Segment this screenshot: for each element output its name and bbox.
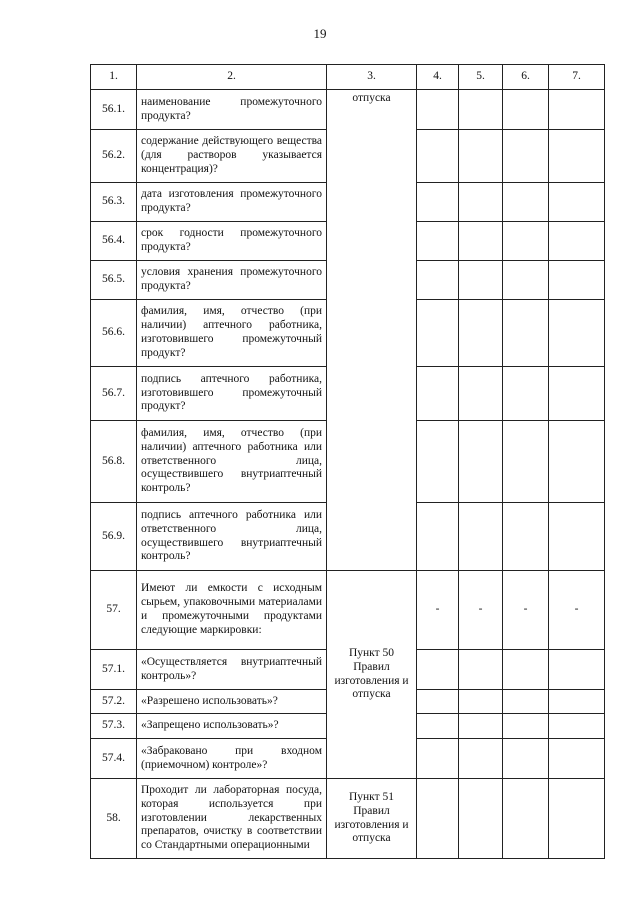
answer-cell	[549, 90, 605, 130]
row-number: 57.2.	[91, 690, 137, 714]
answer-cell	[417, 690, 459, 714]
answer-cell	[417, 300, 459, 367]
answer-cell	[503, 300, 549, 367]
row-number: 57.1.	[91, 650, 137, 690]
answer-cell	[417, 367, 459, 421]
row-number: 56.2.	[91, 130, 137, 183]
row-question: содержание действующего вещества (для растворов указывается концентрация)?	[137, 130, 327, 183]
answer-cell	[417, 779, 459, 859]
row-number: 56.8.	[91, 421, 137, 503]
row-norm-reference: отпуска	[327, 90, 417, 571]
answer-cell	[549, 503, 605, 571]
row-question: Проходит ли лабораторная посуда, которая используется при изготовлении лекарственных препаратов, очистку в соответствии со Стандартными операционными	[137, 779, 327, 859]
header-cell-question: 2.	[137, 65, 327, 90]
row-question: срок годности промежуточного продукта?	[137, 222, 327, 261]
answer-cell	[417, 183, 459, 222]
header-cell-na: 6.	[503, 65, 549, 90]
answer-cell	[417, 90, 459, 130]
answer-cell	[549, 367, 605, 421]
answer-cell	[549, 421, 605, 503]
dash-mark: -	[417, 571, 459, 650]
answer-cell	[503, 367, 549, 421]
dash-mark: -	[503, 571, 549, 650]
answer-cell	[417, 739, 459, 779]
row-question: фамилия, имя, отчество (при наличии) аптечного работника или ответственного лица, осуществившего внутриаптечный контроль?	[137, 421, 327, 503]
page-number: 19	[313, 26, 327, 41]
table-row	[91, 571, 605, 650]
answer-cell	[549, 183, 605, 222]
header-cell-num: 1.	[91, 65, 137, 90]
row-question: подпись аптечного работника, изготовившего промежуточный продукт?	[137, 367, 327, 421]
row-norm-reference: Пункт 51 Правил изготовления и отпуска	[327, 779, 417, 859]
answer-cell	[503, 650, 549, 690]
row-question: Имеют ли емкости с исходным сырьем, упаковочными материалами и промежуточными продуктами следующие маркировки:	[137, 571, 327, 650]
row-question: подпись аптечного работника или ответственного лица, осуществившего внутриаптечный контроль?	[137, 503, 327, 571]
row-number: 56.3.	[91, 183, 137, 222]
table-row	[91, 779, 605, 859]
header-cell-note: 7.	[549, 65, 605, 90]
row-number: 58.	[91, 779, 137, 859]
answer-cell	[459, 690, 503, 714]
answer-cell	[459, 650, 503, 690]
answer-cell	[549, 300, 605, 367]
answer-cell	[503, 130, 549, 183]
table-row	[91, 90, 605, 130]
answer-cell	[459, 90, 503, 130]
answer-cell	[549, 222, 605, 261]
checklist-table	[90, 64, 605, 859]
row-question: «Забраковано при входном (приемочном) контроле»?	[137, 739, 327, 779]
header-row	[91, 65, 605, 90]
row-question: «Запрещено использовать»?	[137, 714, 327, 739]
answer-cell	[459, 130, 503, 183]
answer-cell	[459, 779, 503, 859]
answer-cell	[549, 739, 605, 779]
answer-cell	[459, 503, 503, 571]
answer-cell	[549, 261, 605, 300]
answer-cell	[459, 367, 503, 421]
answer-cell	[549, 690, 605, 714]
answer-cell	[417, 714, 459, 739]
row-question: фамилия, имя, отчество (при наличии) аптечного работника, изготовившего промежуточный продукт?	[137, 300, 327, 367]
answer-cell	[549, 130, 605, 183]
row-number: 56.6.	[91, 300, 137, 367]
answer-cell	[503, 183, 549, 222]
row-number: 56.9.	[91, 503, 137, 571]
answer-cell	[417, 650, 459, 690]
header-cell-yes: 4.	[417, 65, 459, 90]
row-number: 57.	[91, 571, 137, 650]
header-cell-no: 5.	[459, 65, 503, 90]
answer-cell	[503, 503, 549, 571]
answer-cell	[549, 714, 605, 739]
row-norm-reference: Пункт 50 Правил изготовления и отпуска	[327, 571, 417, 779]
dash-mark: -	[459, 571, 503, 650]
answer-cell	[459, 300, 503, 367]
row-question: «Осуществляется внутриаптечный контроль»?	[137, 650, 327, 690]
answer-cell	[417, 261, 459, 300]
answer-cell	[503, 261, 549, 300]
answer-cell	[503, 779, 549, 859]
row-number: 57.3.	[91, 714, 137, 739]
row-number: 56.4.	[91, 222, 137, 261]
row-number: 56.1.	[91, 90, 137, 130]
header-cell-norm: 3.	[327, 65, 417, 90]
answer-cell	[503, 714, 549, 739]
row-question: «Разрешено использовать»?	[137, 690, 327, 714]
answer-cell	[549, 779, 605, 859]
answer-cell	[417, 130, 459, 183]
answer-cell	[503, 90, 549, 130]
answer-cell	[459, 222, 503, 261]
answer-cell	[503, 690, 549, 714]
row-number: 57.4.	[91, 739, 137, 779]
dash-mark: -	[549, 571, 605, 650]
answer-cell	[503, 222, 549, 261]
answer-cell	[459, 421, 503, 503]
answer-cell	[549, 650, 605, 690]
answer-cell	[417, 222, 459, 261]
answer-cell	[417, 421, 459, 503]
row-question: дата изготовления промежуточного продукта?	[137, 183, 327, 222]
answer-cell	[459, 183, 503, 222]
answer-cell	[503, 421, 549, 503]
answer-cell	[503, 739, 549, 779]
row-number: 56.5.	[91, 261, 137, 300]
answer-cell	[459, 261, 503, 300]
row-question: условия хранения промежуточного продукта?	[137, 261, 327, 300]
row-number: 56.7.	[91, 367, 137, 421]
answer-cell	[417, 503, 459, 571]
answer-cell	[459, 739, 503, 779]
row-question: наименование промежуточного продукта?	[137, 90, 327, 130]
answer-cell	[459, 714, 503, 739]
